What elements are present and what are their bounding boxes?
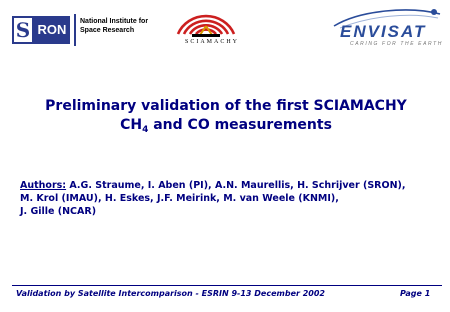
title-line1: Preliminary validation of the first SCIAMACHY xyxy=(45,98,407,114)
title-line2-subscript: 4 xyxy=(142,125,149,135)
footer-event: Validation by Satellite Intercomparison - ESRIN 9-13 December 2002 xyxy=(16,289,325,298)
sron-logo xyxy=(12,16,70,44)
sciamachy-logo-label: SCIAMACHY xyxy=(184,39,239,45)
envisat-logo-tagline: CARING FOR THE EARTH xyxy=(350,41,444,47)
authors-block xyxy=(20,179,440,218)
slide-title xyxy=(20,97,432,135)
footer-page-number: Page 1 xyxy=(400,289,431,298)
authors-line2: M. Krol (IMAU), H. Eskes, J.F. Meirink, M. van Weele (KNMI), xyxy=(20,193,339,204)
institute-name-line1: National Institute for xyxy=(80,18,149,25)
title-line2-ch: CH xyxy=(120,117,143,133)
authors-line1 xyxy=(20,179,440,192)
authors-line1-text: A.G. Straume, I. Aben (PI), A.N. Maurellis, H. Schrijver (SRON), xyxy=(66,180,406,191)
sron-logo-ron: RON xyxy=(34,16,70,44)
footer-divider xyxy=(12,285,442,286)
envisat-logo-text: ENVISAT xyxy=(340,22,427,41)
authors-line3: J. Gille (NCAR) xyxy=(20,206,97,217)
title-line2-rest: and CO measurements xyxy=(148,117,332,133)
sron-logo-s: S xyxy=(12,16,34,44)
institute-name-line2: Space Research xyxy=(80,27,135,34)
institute-name xyxy=(80,17,160,35)
title-line2 xyxy=(20,116,432,135)
authors-label: Authors: xyxy=(20,180,67,191)
logo-divider xyxy=(74,14,76,46)
